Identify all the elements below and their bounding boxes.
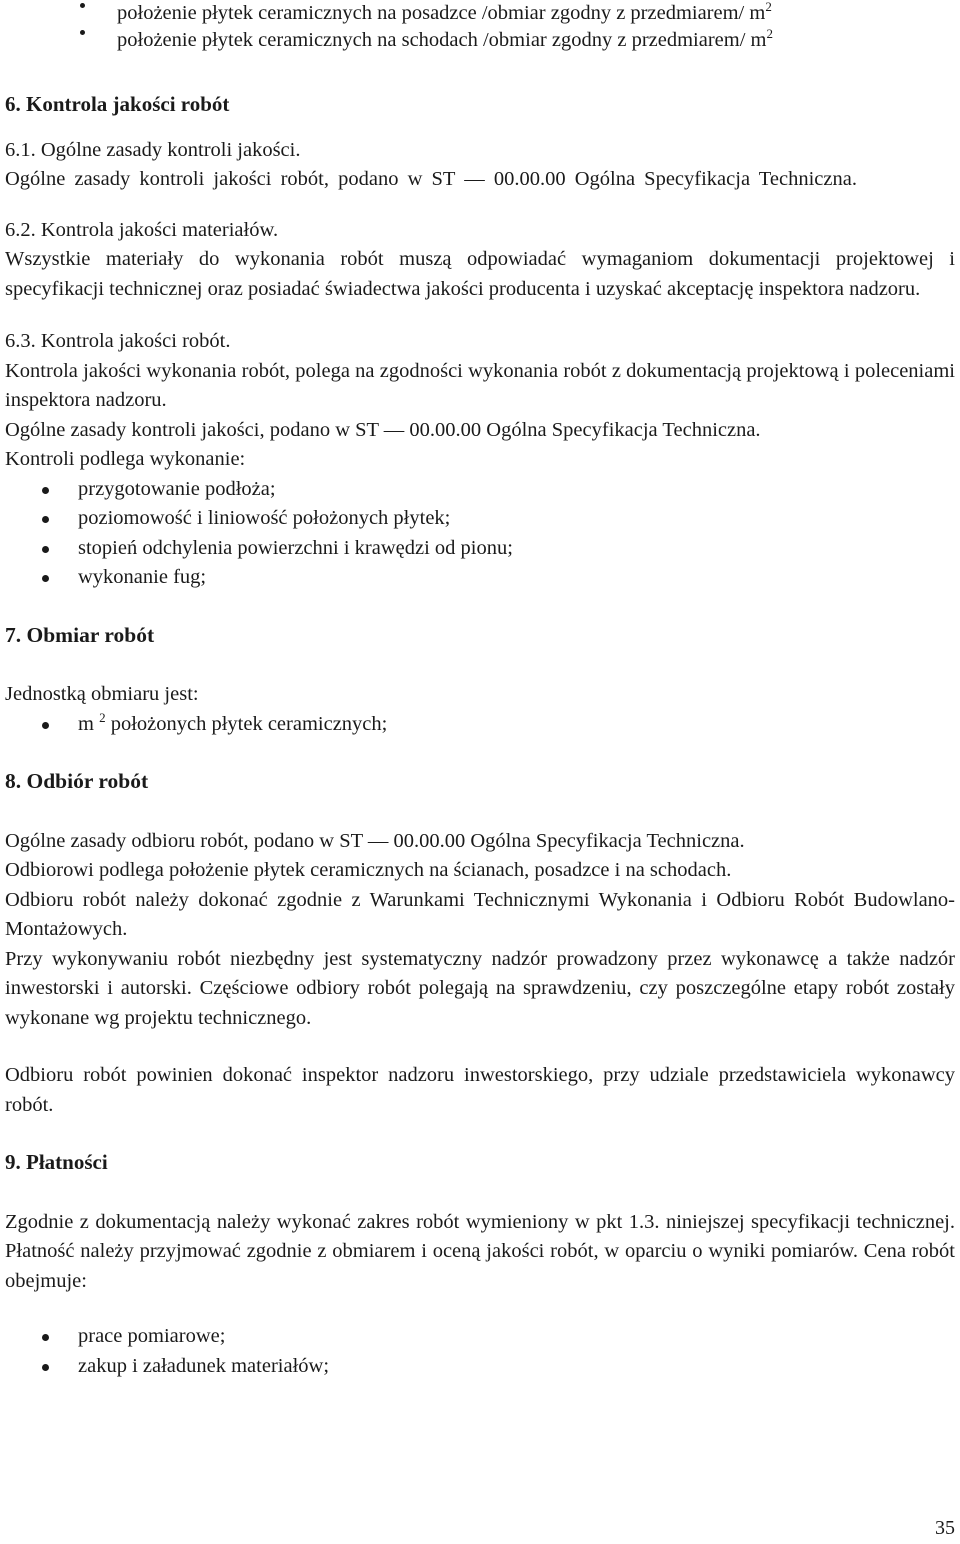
section-9-para-1: Zgodnie z dokumentacją należy wykonać zakres robót wymieniony w pkt 1.3. niniejszej specyfikacji technicznej. Płatność należy przyjmować zgodnie z obmiarem i oceną jakości robót, w oparciu o wyniki pomiarów. Cena robót obejmuje: (5, 1210, 955, 1292)
bullet-icon (42, 1334, 49, 1341)
section-8-para-3: Odbioru robót należy dokonać zgodnie z Warunkami Technicznymi Wykonania i Odbioru Robót Budowlano-Montażowych. (5, 888, 955, 940)
bullet-icon (42, 1364, 49, 1371)
payment-list (5, 1322, 955, 1381)
bullet-icon (42, 546, 49, 553)
bullet-icon (80, 3, 85, 8)
bullet-icon (80, 30, 85, 35)
list-item: wykonanie fug; (5, 563, 955, 593)
section-7-intro: Jednostką obmiaru jest: (5, 683, 199, 705)
section-8-heading: 8. Odbiór robót (5, 769, 149, 793)
document-page (5, 0, 955, 1381)
list-item: przygotowanie podłoża; (5, 475, 955, 505)
list-item: prace pomiarowe; (5, 1322, 955, 1352)
list-item: m $^2$ położonych płytek ceramicznych; (5, 710, 955, 740)
list-item: zakup i załadunek materiałów; (5, 1352, 955, 1382)
section-6-3-text-1: Kontrola jakości wykonania robót, polega na zgodności wykonania robót z dokumentacją projektową i poleceniami inspektora nadzoru. (5, 359, 955, 411)
section-8-para-4: Przy wykonywaniu robót niezbędny jest systematyczny nadzór prowadzony przez wykonawcę a także nadzór inwestorski i autorski. Częściowe odbiory robót polegają na sprawdzeniu, czy poszczególne etapy robót zostały wykonane wg projektu technicznego. (5, 947, 955, 1029)
section-6-2-text: Wszystkie materiały do wykonania robót muszą odpowiadać wymaganiom dokumentacji projektowej i specyfikacji technicznej oraz posiadać świadectwa jakości producenta i uzyskać akceptację inspektora nadzoru. (5, 248, 955, 300)
section-6-3-text-2: Ogólne zasady kontroli jakości, podano w ST — 00.00.00 Ogólna Specyfikacja Techniczna. (5, 418, 761, 441)
section-6-heading: 6. Kontrola jakości robót (5, 92, 230, 116)
measurement-list (5, 710, 955, 740)
list-item: stopień odchylenia powierzchni i krawędzi od pionu; (5, 534, 955, 564)
section-7-heading: 7. Obmiar robót (5, 622, 155, 647)
list-item: poziomowość i liniowość położonych płytek; (5, 504, 955, 534)
top-bullet-list (5, 0, 955, 54)
section-8-para-2: Odbiorowi podlega położenie płytek ceramicznych na ścianach, posadzce i na schodach. (5, 859, 732, 881)
bullet-icon (42, 575, 49, 582)
list-item: położenie płytek ceramicznych na schodach /obmiar zgodny z przedmiarem/ $m^2$ (5, 27, 955, 54)
section-6-1-text: Ogólne zasady kontroli jakości robót, podano w ST — 00.00.00 Ogólna Specyfikacja Techniczna. (5, 168, 857, 190)
bullet-icon (42, 516, 49, 523)
bullet-icon (42, 487, 49, 494)
section-6-2-title: 6.2. Kontrola jakości materiałów. (5, 218, 279, 241)
section-8-para-1: Ogólne zasady odbioru robót, podano w ST — 00.00.00 Ogólna Specyfikacja Techniczna. (5, 829, 745, 852)
page-number: 35 (935, 1517, 955, 1539)
quality-check-list (5, 475, 955, 593)
section-8-para-5: Odbioru robót powinien dokonać inspektor nadzoru inwestorskiego, przy udziale przedstawiciela wykonawcy robót. (5, 1064, 955, 1116)
bullet-icon (42, 722, 49, 729)
section-6-1-title: 6.1. Ogólne zasady kontroli jakości. (5, 138, 301, 161)
section-6-3-title: 6.3. Kontrola jakości robót. (5, 330, 231, 352)
section-6-3-text-3: Kontroli podlega wykonanie: (5, 448, 246, 470)
section-9-heading: 9. Płatności (5, 1150, 108, 1174)
list-item: położenie płytek ceramicznych na posadzce /obmiar zgodny z przedmiarem/ $m^2$ (5, 0, 955, 27)
